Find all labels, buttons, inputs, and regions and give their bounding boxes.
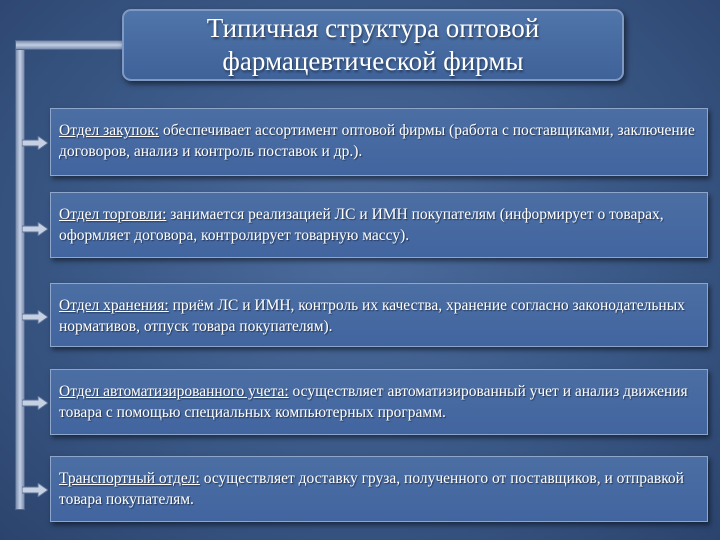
- department-card-accounting: [50, 369, 708, 435]
- arrow-right-icon: [22, 310, 48, 324]
- department-heading: Отдел хранения:: [59, 297, 169, 314]
- arrow-right-icon: [22, 483, 48, 497]
- department-card-transport: [50, 456, 708, 522]
- department-heading: Отдел торговли:: [59, 206, 167, 223]
- connector-rail: [15, 40, 25, 510]
- department-description: занимается реализацией ЛС и ИМН покупателям (информирует о товарах, оформляет договора, контролирует товарную массу).: [59, 206, 664, 244]
- arrow-right-icon: [22, 136, 48, 150]
- connector-rail-top: [15, 40, 123, 50]
- department-description: осуществляет автоматизированный учет и анализ движения товара с помощью специальных компьютерных программ.: [59, 383, 688, 421]
- department-heading: Транспортный отдел:: [59, 470, 200, 487]
- department-description: осуществляет доставку груза, полученного от поставщиков, и отправкой товара покупателям.: [59, 470, 684, 508]
- title-box: [122, 9, 624, 81]
- department-card-purchasing: [50, 108, 708, 176]
- department-description: приём ЛС и ИМН, контроль их качества, хранение согласно законодательных нормативов, отпуск товара покупателям).: [59, 297, 685, 335]
- department-heading: Отдел автоматизированного учета:: [59, 383, 289, 400]
- department-card-storage: [50, 283, 708, 347]
- slide-title: Типичная структура оптовой фармацевтической фирмы: [206, 13, 540, 76]
- department-heading: Отдел закупок:: [59, 122, 160, 139]
- department-card-sales: [50, 192, 708, 258]
- department-description: обеспечивает ассортимент оптовой фирмы (работа с поставщиками, заключение договоров, анализ и контроль поставок и др.).: [59, 122, 695, 160]
- arrow-right-icon: [22, 396, 48, 410]
- arrow-right-icon: [22, 222, 48, 236]
